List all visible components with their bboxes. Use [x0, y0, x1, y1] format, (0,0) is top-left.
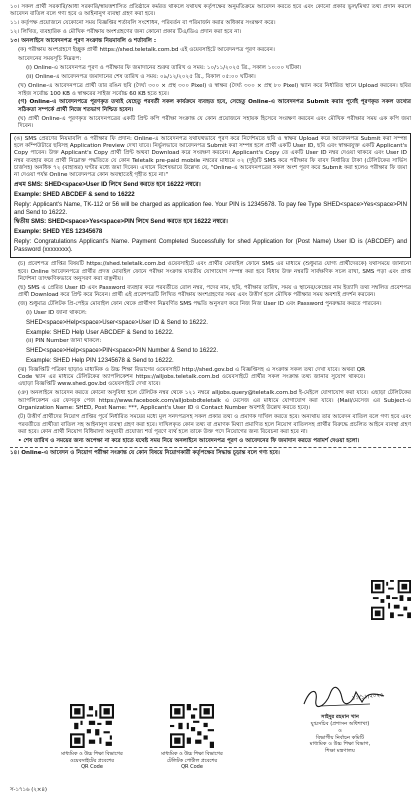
- deadline-note: • শেষ তারিখ ও সময়ের জন্য অপেক্ষা না করে হাতে যথেষ্ট সময় নিয়ে অনলাইনে আবেদনপত্র পূরণ ও আবেদনের ফি জমাদান করতে পরামর্শ দেওয়া হলো।: [18, 437, 360, 444]
- website-qr-caption: [42, 751, 142, 771]
- website-qr-code: [70, 704, 114, 748]
- second-sms-example: Example: SHED YES 12345678: [14, 227, 103, 235]
- recovery-pin-label: (ii) PIN Number জানা থাকলে:: [26, 338, 102, 345]
- para-13-heading: ১৩। অনলাইনে আবেদনপত্র পূরণ সংক্রান্ত নিয়মাবলি ও শর্তাবলি :: [10, 38, 157, 45]
- signatory-office-1: বিভাগীয় নির্বাচন কমিটি: [315, 734, 365, 741]
- para-13-kha: (খ) Online-এ আবেদনপত্রে প্রার্থী তার রঙিন ছবি (দৈর্ঘ্য ৩০০ × প্রস্থ ৩০০ Pixel) ও স্বাক্ষর (দৈর্ঘ্য ৩০০ × প্রস্থ ৮০ Pixel) স্ক্যান করে নির্ধারিত স্থানে Upload করবেন। ছবির সাইজ সর্বোচ্চ 100 KB ও স্বাক্ষরের সাইজ সর্বোচ্চ 60 KB হতে হবে।: [18, 83, 411, 97]
- website-qr-caption-line2: ওয়েবসাইটের প্রবেশের: [69, 757, 115, 764]
- para-13-cha: (চ) প্রবেশপত্র প্রাপ্তির বিষয়টি https://shed.teletalk.com.bd ওয়েবসাইটে এবং প্রার্থীর মোবাইল ফোনে SMS এর মাধ্যমে (শুধুমাত্র যোগ্য প্রার্থীদেরকে) যথাসময়ে জানানো হবে। Online আবেদনপত্রে প্রার্থীর প্রদত্ত মোবাইল ফোনে পরীক্ষা সংক্রান্ত যাবতীয় যোগাযোগ সম্পন্ন করা হবে বিধায় উক্ত নম্বরটি সার্বক্ষণিক সচল রাখা, SMS পড়া এবং প্রাপ্ত নির্দেশনা তাৎক্ষণিকভাবে অনুসরণ করা বাঞ্ছনীয়।: [18, 261, 411, 282]
- schedule-end: (ii) Online-এ আবেদনপত্র জমাদানের শেষ তারিখ ও সময়: ০৯/১২/২০২৫ খ্রি., বিকাল ০৫:০০ ঘটিকা।: [26, 74, 256, 81]
- signatory-designation: যুগ্মসচিব (প্রশাসন অধিশাখা): [310, 720, 370, 727]
- teletalk-qr-caption-line2: টেলিটক পোর্টাল প্রবেশের: [166, 757, 218, 764]
- recovery-pin-example: Example: SHED Help PIN 12345678 & Send to 16222.: [26, 357, 174, 365]
- footer-code: স-১৭১৬ (২×৪): [10, 786, 47, 793]
- signatory-block: [270, 714, 410, 755]
- divider: [10, 447, 411, 448]
- para-13-nya: (ঞ) অনলাইনে আবেদন করতে কোনো অসুবিধা হলে টেলিটক নম্বর থেকে ১২১ নম্বরে alljobs.query@teletalk.com.bd ই-মেইলে যোগাযোগ করা যাবে। এছাড়া টেলিটকের অ্যাপলিকেশন এর ফেসবুক পেজ https://www.facebook.com/alljobsbdteletalk এ মেসেজ এর মাধ্যমে যোগাযোগ করা যাবে। (Mail/মেসেজ এর Subject-এ Organization Name: SHED, Post Name: ***, Applicant's User ID ও Contact Number অবশ্যই উল্লেখ করতে হবে)।: [18, 390, 411, 412]
- para-13-ja: (জ) শুধুমাত্র টেলিটক প্রি-পেইড মোবাইল ফোন থেকে প্রার্থীগণ নিম্নবর্ণিত SMS পদ্ধতি অনুসরণ করে নিজ নিজ User ID এবং Password পুনরুদ্ধার করতে পারবেন।: [18, 301, 382, 308]
- qr-code-icon: [371, 580, 411, 620]
- para-13-ka: (ক) পরীক্ষায় অংশগ্রহণে ইচ্ছুক প্রার্থী https://shed.teletalk.com.bd এই ওয়েবসাইটে আবেদনপত্র পূরণ করবেন।: [18, 47, 275, 54]
- signatory-office-2: মাধ্যমিক ও উচ্চ শিক্ষা বিভাগ,: [309, 741, 371, 748]
- para-13-chha: (ছ) SMS এ প্রেরিত User ID এবং Password ব্যবহার করে পরবর্তীতে রোল নম্বর, পদের নাম, ছবি, পরীক্ষার তারিখ, সময় ও স্থানের/কেন্দ্রের নাম ইত্যাদি তথ্য সম্বলিত প্রবেশপত্র প্রার্থী Download করে প্রিন্ট করে নিবেন। প্রার্থী এই প্রবেশপত্রটি লিখিত পরীক্ষায় অংশগ্রহণের সময় এবং উত্তীর্ণ হলে মৌখিক পরীক্ষার সময় অবশ্যই প্রদর্শন করবেন।: [18, 284, 411, 299]
- qr-code-icon: [70, 704, 114, 748]
- para-13-gha: (ঘ) প্রার্থী Online-এ পূরণকৃত আবেদনপত্রের একটি প্রিন্ট কপি পরীক্ষা সংক্রান্ত যে কোন প্রয়োজনে সহায়ক হিসেবে সংরক্ষণ করবেন এবং মৌখিক পরীক্ষার সময় এক কপি জমা দিবেন।: [18, 115, 411, 130]
- signatory-role: ও: [338, 727, 342, 734]
- para-13-ka-schedule: আবেদনের সময়সূচি নিম্নরূপ:: [18, 56, 82, 63]
- website-qr-caption-line1: মাধ্যমিক ও উচ্চ শিক্ষা বিভাগের: [61, 751, 123, 757]
- teletalk-qr-caption-line3: QR Code: [181, 764, 203, 771]
- recovery-user-id-label: (i) User ID জানা থাকলে:: [26, 310, 87, 317]
- teletalk-qr-caption: [142, 751, 242, 771]
- signatory-office-3: শিক্ষা মন্ত্রণালয়: [325, 748, 355, 755]
- teletalk-qr-caption-line1: মাধ্যমিক ও উচ্চ শিক্ষা বিভাগের: [161, 751, 223, 757]
- second-sms: দ্বিতীয় SMS: SHED<space>Yes<space>PIN লিখে Send করতে হবে 16222 নম্বরে।: [14, 218, 228, 226]
- para-14: ১৪। Online-এ আবেদন ও নিয়োগ পরীক্ষা সংক্রান্ত যে কোন বিষয়ে নিয়োগকারী কর্তৃপক্ষের সিদ্ধান্ত চূড়ান্ত বলে গণ্য হবে।: [10, 450, 280, 457]
- signature-date: ১১/১১/২০২৫: [351, 692, 384, 702]
- para-13-ga: (গ) Online-এ আবেদনপত্রে পূরণকৃত তথ্যই যেহেতু পরবর্তী সকল কার্যক্রমে ব্যবহৃত হবে, সেহেতু Online-এ আবেদনপত্র Submit করার পূর্বেই পূরণকৃত সকল তথ্যের সঠিকতা সম্পর্কে প্রার্থী নিজে শতভাগ নিশ্চিত হবেন।: [18, 99, 411, 113]
- para-13-umo: (ঙ) SMS প্রেরণের নিয়মাবলি ও পরীক্ষার ফি প্রদান: Online-এ আবেদনপত্র যথাযথভাবে পূরণ করে নির্দেশমতে ছবি ও স্বাক্ষর Upload করে আবেদনপত্র Submit করা সম্পন্ন হলে কম্পিউটারে ছবিসহ Application Preview দেখা যাবে। নির্ভুলভাবে আবেদনপত্র Submit করা সম্পন্ন হলে প্রার্থী একটি User ID, ছবি এবং স্বাক্ষরযুক্ত একটি Applicant's Copy পাবেন। উক্ত Applicant's Copy প্রার্থী প্রিন্ট অথবা Download করে সংরক্ষণ করবেন। Applicant's Copy তে একটি User ID নম্বর দেওয়া থাকবে এবং User ID নম্বর ব্যবহার করে প্রার্থী নিম্নোক্ত পদ্ধতিতে যে কোন Teletalk pre-paid mobile নম্বরের মাধ্যমে ০২ (দুই)টি SMS করে পরীক্ষার ফি বাবদ নির্ধারিত টাকা (টেলিটকের সার্ভিস চার্জসহ) অনধিক ৭২ (বাহাত্তর) ঘণ্টার মধ্যে জমা দিবেন। এখানে বিশেষভাবে উল্লেখ্য যে, "Online-এ আবেদনপত্রের সকল অংশ পূরণ করে Submit করা হলেও পরীক্ষার ফি জমা না দেওয়া পর্যন্ত Online আবেদনপত্র কোন অবস্থাতেই গৃহীত হবে না।": [14, 135, 407, 179]
- inline-qr-code: [371, 580, 411, 620]
- para-13-jha: (ঝ) বিজ্ঞপ্তিটি পত্রিকা ছাড়াও মাধ্যমিক ও উচ্চ শিক্ষা বিভাগের ওয়েবসাইট http://shed.gov.bd এ বিজ্ঞপ্তিসহ এ সংক্রান্ত সকল তথ্য দেখা যাবে। অথবা QR Code স্ক্যান এর মাধ্যমে টেলিটকের অ্যাপলিকেশন https://alljobs.teletalk.com.bd ওয়েবসাইটে প্রার্থীর সকল সংক্রান্ত তথ্য জানার সুযোগ থাকবে। এছাড়া বিজ্ঞপ্তিটি www.shed.gov.bd ওয়েবসাইটে দেখা যাবে।: [18, 366, 365, 388]
- signatory-name: সাইদুর রহমান খান: [321, 714, 359, 720]
- recovery-user-id-format: SHED<space>Help<space>User<space>User ID & Send to 16222.: [26, 319, 208, 327]
- first-sms: প্রথম SMS: SHED<space>User ID লিখে Send করতে হবে 16222 নম্বরে।: [14, 181, 201, 189]
- teletalk-qr-code: [170, 704, 214, 748]
- para-13-ta: (ট) উত্তীর্ণ প্রার্থীদের নিয়োগ প্রাপ্তির পূর্বে নির্ধারিত সময়ের মধ্যে মূল সনদপত্রসহ সকল প্রকার তথ্য ও প্রমাণক দাখিল করতে হবে। অন্যথায় তার আবেদন বাতিল বলে গণ্য হবে এবং পরবর্তীতে প্রার্থীতা বাতিল সহ আইনানুগ ব্যবস্থা গ্রহণ করা হবে। দাখিলকৃত কোন তথ্য বা প্রমাণক মিথ্যা প্রমাণিত হলে নিয়োগ বাতিলসহ প্রার্থীর বিরুদ্ধে প্রচলিত আইনে ব্যবস্থা গ্রহণ করা হবে। কোন প্রার্থী নিয়োগ বিধিমালা অনুযায়ী প্রযোজ্য শর্ত পূরণে ব্যর্থ হলে তাকে উক্ত পদে নিয়োগের জন্য বিবেচনা করা হবে না।: [18, 414, 411, 435]
- sms-instructions-box: [10, 133, 411, 259]
- recovery-pin-format: SHED<space>Help<space>PIN<space>PIN Number & Send to 16222.: [26, 347, 219, 355]
- website-qr-caption-line3: QR Code: [81, 764, 103, 771]
- qr-code-icon: [170, 704, 214, 748]
- second-sms-reply: Reply: Congratulations Applicant's Name. Payment Completed Successfully for shed Application for (Post Name) User ID is (ABCDEF) and Password (xxxxxxxx).: [14, 237, 407, 253]
- para-12: ১২। লিখিত, ব্যবহারিক ও মৌখিক পরীক্ষায় অংশগ্রহণের জন্য কোনো প্রকার টিএ/ডিএ প্রদান করা হবে না।: [10, 29, 242, 36]
- first-sms-example: Example: SHED ABCDEF & send to 16222: [14, 191, 135, 199]
- schedule-start: (i) Online-এ আবেদনপত্র পূরণ ও পরীক্ষার ফি জমাদানের শুরুর তারিখ ও সময়: ১০/১১/২০২৫ খ্রি., সকাল ১০:০০ ঘটিকা।: [26, 65, 302, 72]
- recovery-user-id-example: Example: SHED Help User ABCDEF & Send to 16222.: [26, 328, 174, 336]
- para-10: ১০। সকল প্রার্থী সরকারি/আধা সরকারি/স্বায়ত্তশাসিত প্রতিষ্ঠানে কর্মরত থাকলে যথাযথ কর্তৃপক্ষের অনুমতিক্রমে আবেদন করতে হবে এবং কোনো প্রকার ভুল/মিথ্যা তথ্য প্রদান করলে আবেদন বাতিল বলে গণ্য হবে ও আইনানুগ ব্যবস্থা গ্রহণ করা হবে।: [10, 4, 411, 18]
- para-11: ১১। কর্তৃপক্ষ প্রয়োজনে যেকোনো সময় বিজ্ঞপ্তির শর্তাবলি সংশোধন, পরিবর্তন বা পরিমার্জন করার অধিকার সংরক্ষণ করে।: [10, 20, 276, 27]
- first-sms-reply: Reply: Applicant's Name, TK-112 or 56 will be charged as application fee. Your PIN is 12345678. To pay fee Type SHED<space>Yes<space>PIN and Send to 16222.: [14, 200, 407, 216]
